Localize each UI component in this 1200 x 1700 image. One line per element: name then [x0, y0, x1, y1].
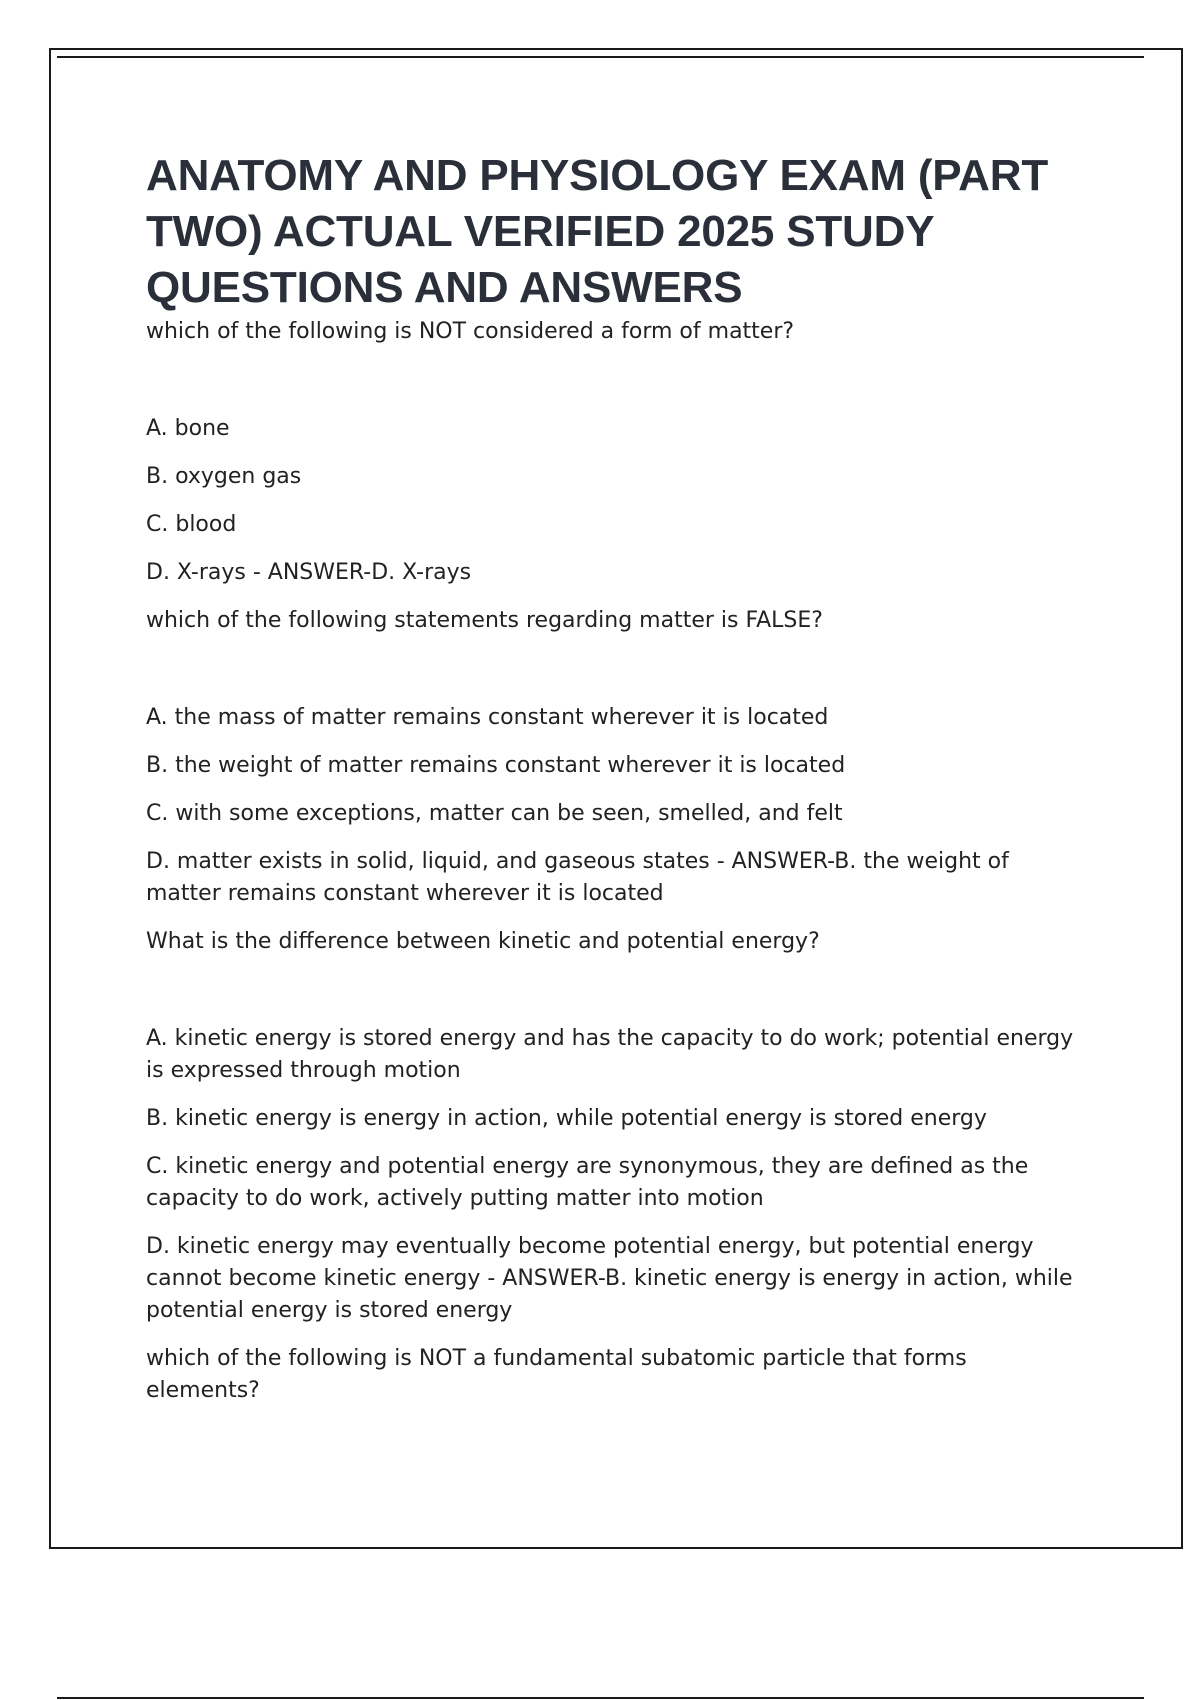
document-body [146, 148, 1086, 1423]
question-text: which of the following statements regarding matter is FALSE? [146, 608, 823, 633]
question-text: which of the following is NOT considered a form of matter? [146, 319, 795, 344]
answer-option: D. matter exists in solid, liquid, and gaseous states - ANSWER-B. the weight of matter remains constant wherever it is located [146, 849, 1009, 906]
spacer [146, 974, 1086, 1023]
footer-rule [57, 1697, 1144, 1699]
spacer [146, 364, 1086, 413]
question-text: What is the difference between kinetic and potential energy? [146, 929, 820, 954]
answer-option: C. kinetic energy and potential energy are synonymous, they are defined as the capacity to do work, actively putting matter into motion [146, 1154, 1029, 1211]
answer-option: A. kinetic energy is stored energy and has the capacity to do work; potential energy is expressed through motion [146, 1026, 1074, 1083]
answer-option: D. X-rays - ANSWER-D. X-rays [146, 560, 472, 585]
answer-option: D. kinetic energy may eventually become potential energy, but potential energy cannot become kinetic energy - ANSWER-B. kinetic energy is energy in action, while potential energy is stored energy [146, 1234, 1073, 1323]
answer-option: B. kinetic energy is energy in action, while potential energy is stored energy [146, 1106, 987, 1131]
question-list [146, 316, 1086, 1407]
answer-option: C. blood [146, 512, 237, 537]
answer-option: A. the mass of matter remains constant wherever it is located [146, 705, 829, 730]
header-rule [57, 56, 1144, 58]
answer-option: C. with some exceptions, matter can be seen, smelled, and felt [146, 801, 843, 826]
document-title: ANATOMY AND PHYSIOLOGY EXAM (PART TWO) ACTUAL VERIFIED 2025 STUDY QUESTIONS AND ANSWERS [146, 151, 1048, 312]
answer-option: A. bone [146, 416, 230, 441]
spacer [146, 653, 1086, 702]
answer-option: B. the weight of matter remains constant wherever it is located [146, 753, 846, 778]
answer-option: B. oxygen gas [146, 464, 302, 489]
question-text: which of the following is NOT a fundamental subatomic particle that forms elements? [146, 1346, 967, 1403]
